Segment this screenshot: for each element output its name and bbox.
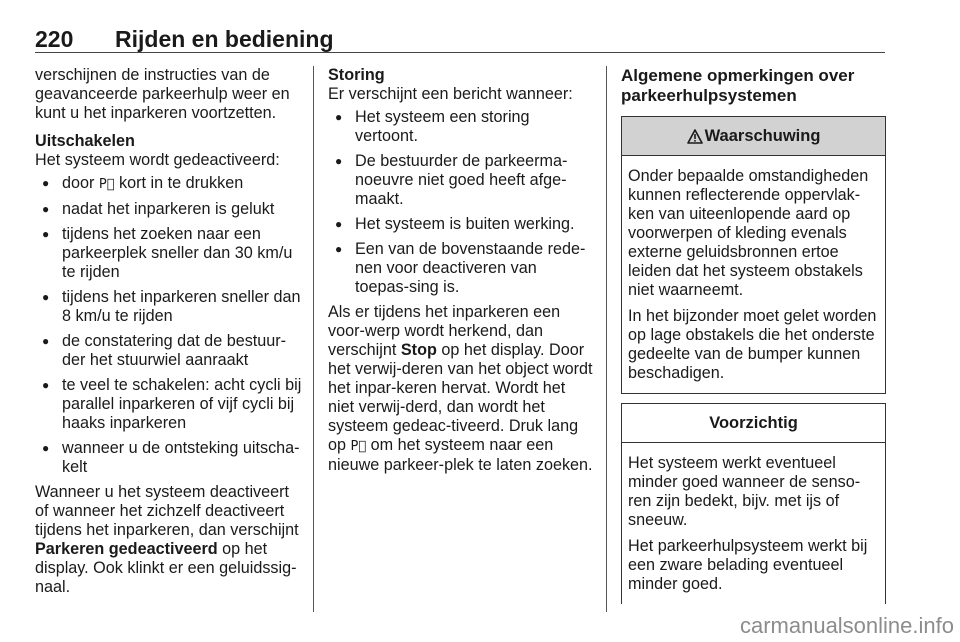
list-item: ● wanneer u de ontsteking uitscha-kelt: [35, 439, 305, 477]
list-item: ● Het systeem is buiten werking.: [328, 215, 593, 234]
warning-paragraph: Onder bepaalde omstandigheden kunnen reflecterende oppervlak-ken van uiteenlopende aard op voorwerpen of kleding evenals externe geluidsbronnen ertoe leiden dat het systeem obstakels niet waarneemt.: [628, 167, 869, 299]
header-divider: [35, 52, 885, 53]
column-left: [35, 66, 305, 597]
para-after: om het systeem naar een nieuwe parkeer-plek te laten zoeken.: [328, 436, 593, 474]
warning-label: Waarschuwing: [704, 126, 821, 145]
outro-after: op het display. Ook klinkt er een geluidssig-naal.: [35, 540, 297, 596]
list-item: ● Het systeem een storing vertoont.: [328, 108, 593, 146]
column-right: [621, 66, 886, 613]
warning-triangle-icon: [687, 129, 703, 144]
door-prefix: door: [62, 174, 95, 192]
parking-assist-icon: P⃝: [98, 177, 115, 192]
stop-paragraph: [328, 303, 593, 475]
caution-box: [621, 403, 886, 604]
stop-label: Stop: [400, 341, 437, 359]
chapter-title: Rijden en bediening: [115, 26, 334, 52]
warning-body: [622, 156, 885, 393]
list-item: ● tijdens het zoeken naar een parkeerplek sneller dan 30 km/u te rijden: [35, 225, 305, 282]
para-before: Als er tijdens het inparkeren een voor-werp wordt herkend, dan verschijnt: [328, 303, 561, 359]
intro-paragraph: verschijnen de instructies van de geavanceerde parkeerhulp weer en kunt u het inparkeren voortzetten.: [35, 66, 290, 122]
outro-before: Wanneer u het systeem deactiveert of wanneer het zichzelf deactiveert tijdens het inparkeren, dan verschijnt: [35, 483, 299, 539]
list-item: ● Een van de bovenstaande rede-nen voor deactiveren van toepas-sing is.: [328, 240, 593, 297]
parking-assist-icon: P⃝: [350, 439, 367, 454]
uitschakelen-heading: Uitschakelen: [35, 132, 135, 150]
para-mid: op het display. Door het verwij-deren van het object wordt het inpar-keren hervat. Wordt het niet verwij-derd, dan wordt het systeem gedeac-tiveerd. Druk lang op: [328, 341, 593, 454]
warning-box: [621, 116, 886, 394]
list-item: [35, 174, 305, 194]
storing-text: Er verschijnt een bericht wanneer:: [328, 85, 573, 103]
warning-paragraph: In het bijzonder moet gelet worden op lage obstakels die het onderste gedeelte van de bumper kunnen beschadigen.: [628, 307, 877, 382]
list-item: ● te veel te schakelen: acht cycli bij parallel inparkeren of vijf cycli bij haaks inparkeren: [35, 376, 305, 433]
uitschakelen-text: Het systeem wordt gedeactiveerd:: [35, 151, 280, 169]
outro-paragraph: [35, 483, 305, 597]
page-number: 220: [35, 26, 74, 52]
caution-paragraph: Het systeem werkt eventueel minder goed wanneer de senso-ren zijn bedekt, bijv. met ijs of sneeuw.: [628, 454, 861, 529]
column-divider: [313, 66, 314, 612]
list-item: ● de constatering dat de bestuur-der het stuurwiel aanraakt: [35, 332, 305, 370]
storing-list: [328, 108, 593, 297]
section-title: Algemene opmerkingen over parkeerhulpsystemen: [621, 66, 855, 105]
warning-header: [622, 117, 885, 156]
caution-paragraph: Het parkeerhulpsysteem werkt bij een zware belading eventueel minder goed.: [628, 537, 868, 593]
caution-body: [622, 443, 885, 604]
column-divider: [606, 66, 607, 612]
door-suffix: kort in te drukken: [119, 174, 244, 192]
storing-heading: Storing: [328, 66, 385, 84]
caution-header: [622, 404, 885, 443]
caution-label: Voorzichtig: [709, 413, 798, 432]
deactivation-list: [35, 174, 305, 477]
list-item: ● nadat het inparkeren is gelukt: [35, 200, 305, 219]
list-item: ● De bestuurder de parkeerma-noeuvre niet goed heeft afge-maakt.: [328, 152, 593, 209]
column-middle: [328, 66, 593, 475]
watermark: carmanualsonline.info: [739, 613, 954, 638]
page-header: [35, 26, 885, 52]
list-item: ● tijdens het inparkeren sneller dan 8 km/u te rijden: [35, 288, 305, 326]
parkeren-gedeactiveerd-label: Parkeren gedeactiveerd: [35, 540, 218, 558]
